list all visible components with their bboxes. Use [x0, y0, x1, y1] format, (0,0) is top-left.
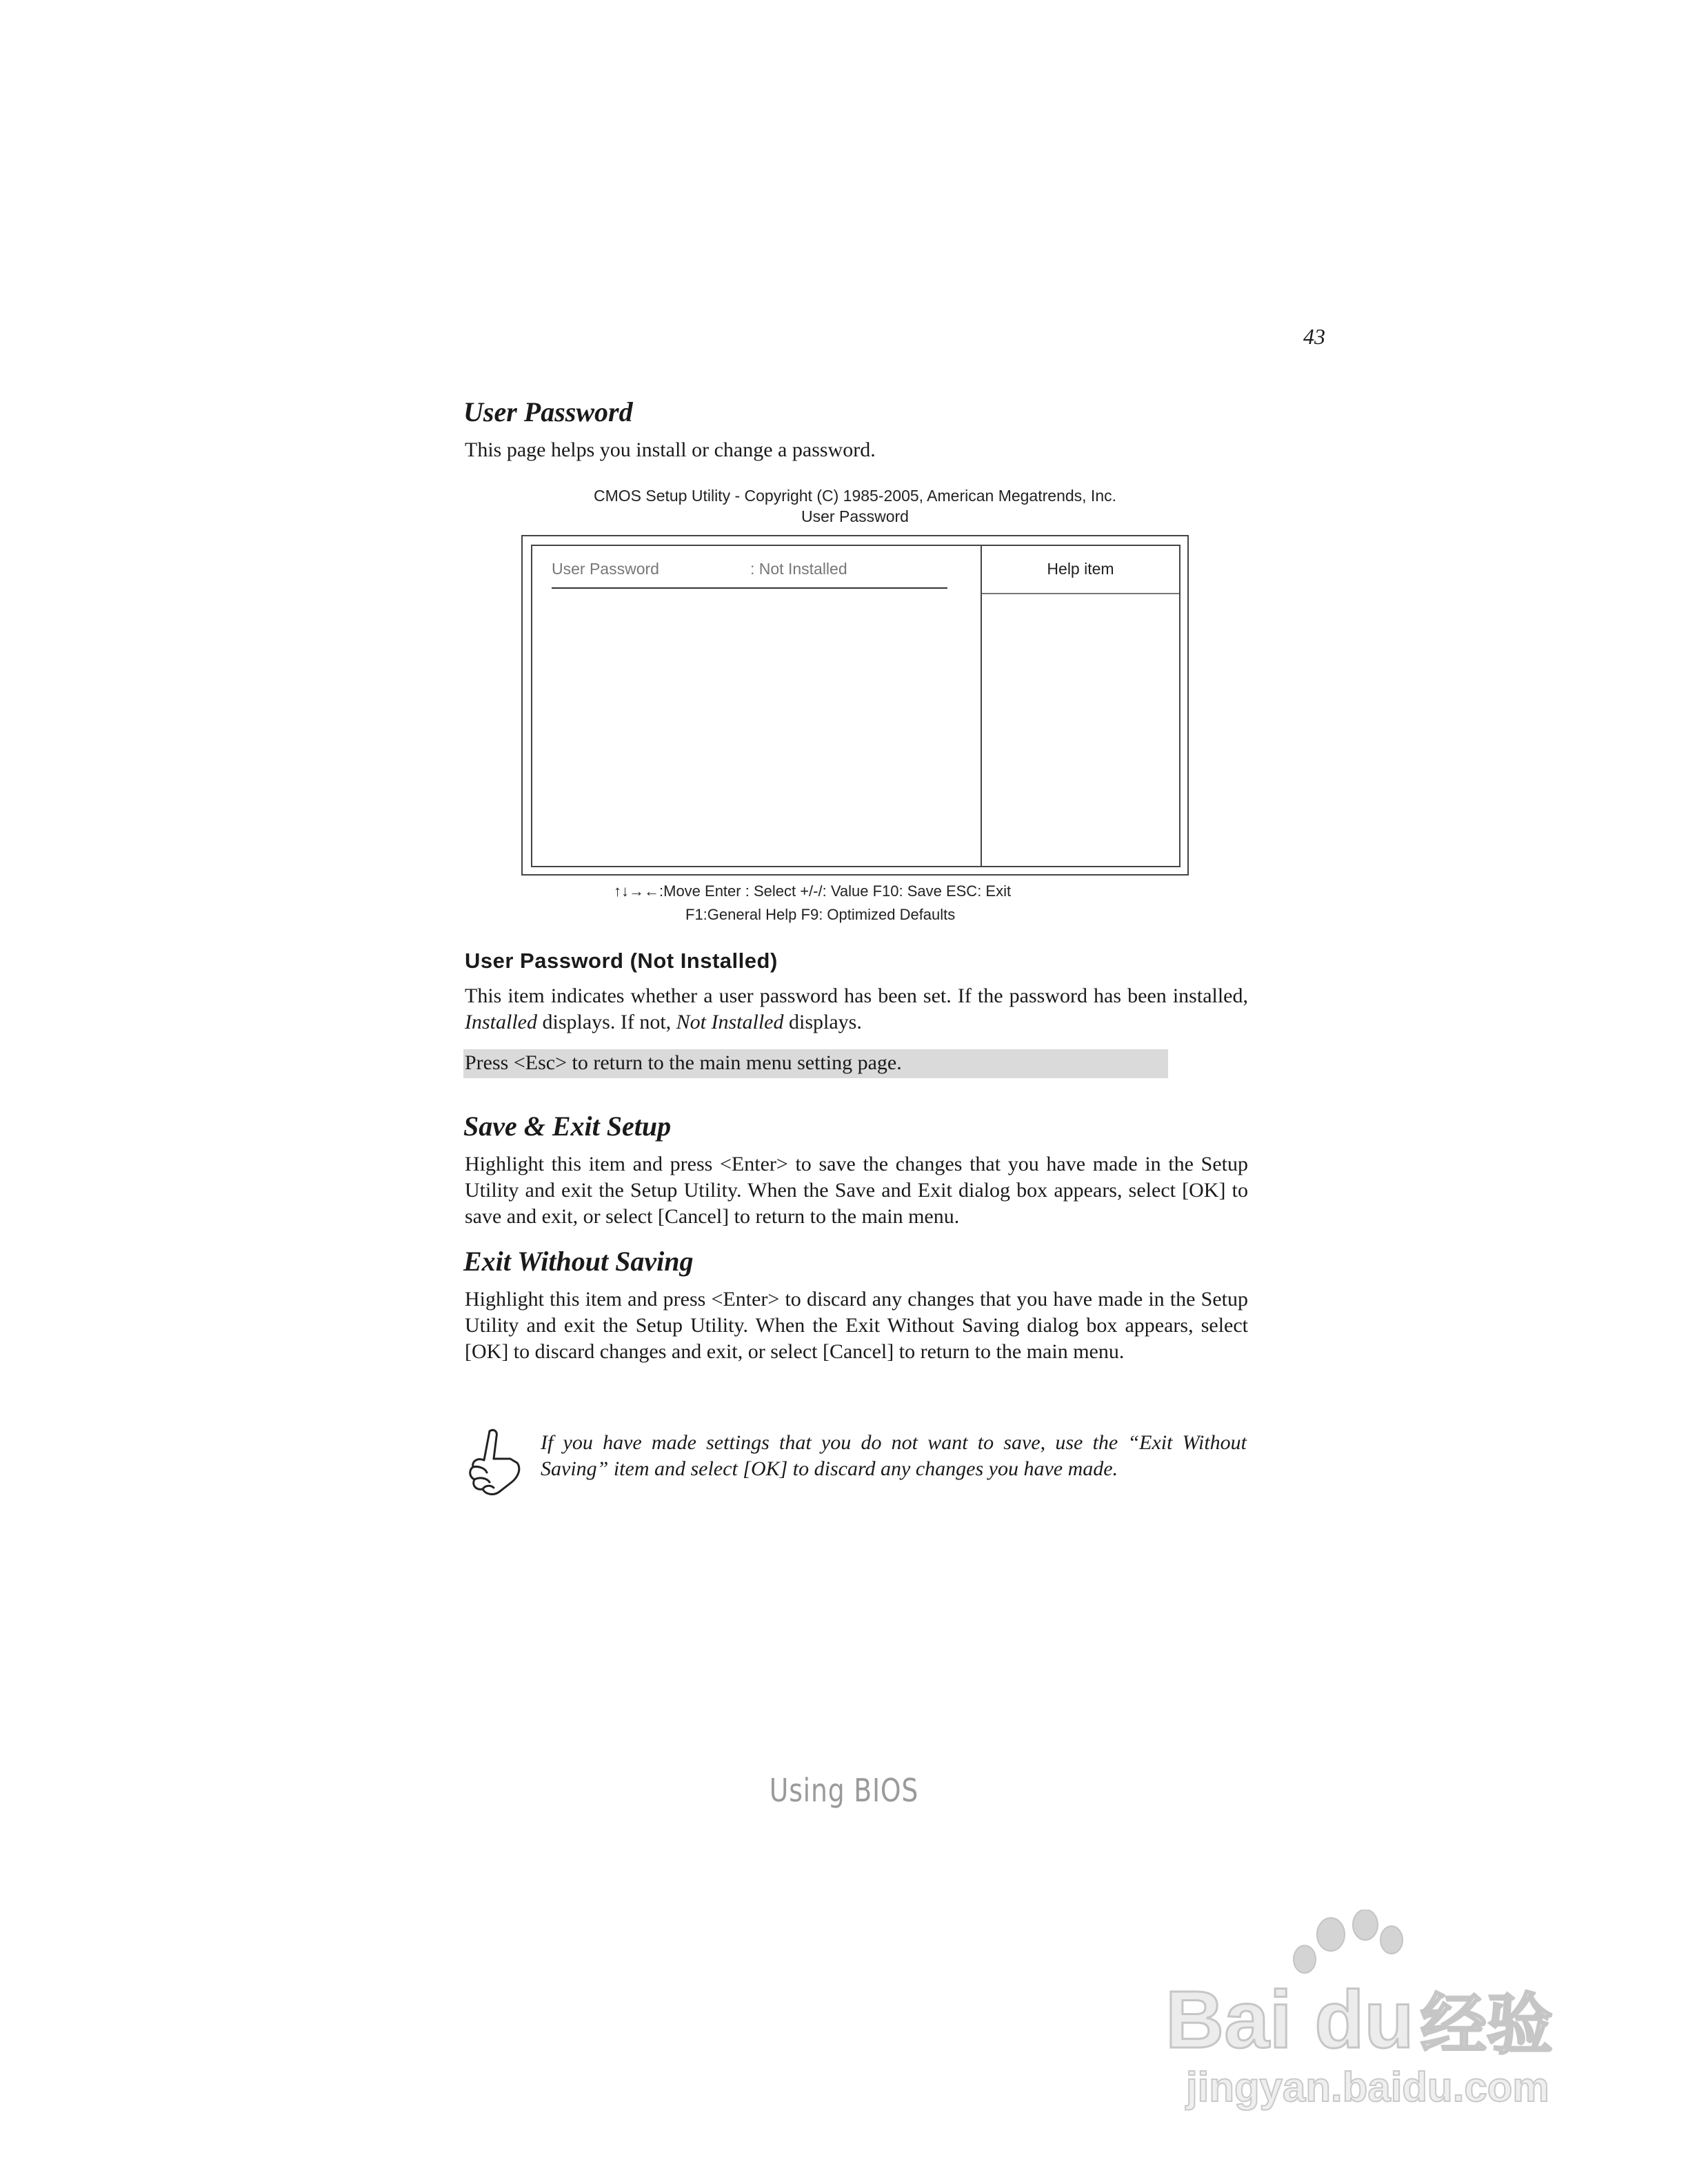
section-heading-user-password: User Password [463, 396, 633, 427]
section-heading-save-exit: Save & Exit Setup [463, 1111, 672, 1142]
not-installed-description: This item indicates whether a user password has been set. If the password has been installed, Installed displays. If not, Not Installed displays. [465, 984, 1248, 1033]
bios-key-legend-line1: ↑↓→←:Move Enter : Select +/-/: Value F10: Save ESC: Exit [614, 882, 1012, 900]
page-footer: Using BIOS [769, 1772, 919, 1809]
bios-help-separator [982, 593, 1179, 594]
bios-caption-copyright: CMOS Setup Utility - Copyright (C) 1985-2005, American Megatrends, Inc. [593, 487, 1117, 505]
user-password-intro: This page helps you install or change a password. [465, 438, 876, 461]
watermark-url: jingyan.baidu.com [1186, 2064, 1549, 2110]
watermark-cn: 经验 [1420, 1986, 1553, 2063]
bios-caption-title: User Password [801, 507, 909, 525]
esc-note-text: Press <Esc> to return to the main menu setting page. [465, 1051, 902, 1074]
watermark-brand: Bai du [1165, 1974, 1414, 2065]
save-exit-description: Highlight this item and press <Enter> to save the changes that you have made in the Setup Utility and exit the Setup Utility. When the Save and Exit dialog box appears, select [OK] to save and exit, or select [Cancel] to return to the main menu. [465, 1153, 1248, 1228]
bios-item-user-password-value: : Not Installed [750, 560, 847, 578]
pointing-hand-icon [463, 1426, 525, 1502]
tip-note-text: If you have made settings that you do not want to save, use the “Exit Without Saving” item and select [OK] to discard any changes you have made. [541, 1431, 1247, 1480]
section-heading-exit-without-saving: Exit Without Saving [463, 1246, 694, 1277]
bios-item-underline [552, 587, 947, 589]
bios-key-legend-line2: F1:General Help F9: Optimized Defaults [685, 906, 956, 923]
page-number: 43 [1303, 324, 1325, 349]
exit-without-saving-description: Highlight this item and press <Enter> to discard any changes that you have made in the Setup Utility and exit the Setup Utility. When the Exit Without Saving dialog box appears, select [OK] to discard changes and exit, or select [Cancel] to return to the main menu. [465, 1288, 1248, 1363]
bios-help-title: Help item [1047, 560, 1114, 578]
baidu-watermark-logo [1158, 1910, 1586, 2116]
bios-item-user-password-label[interactable]: User Password [552, 560, 659, 578]
subheading-not-installed: User Password (Not Installed) [465, 949, 778, 973]
